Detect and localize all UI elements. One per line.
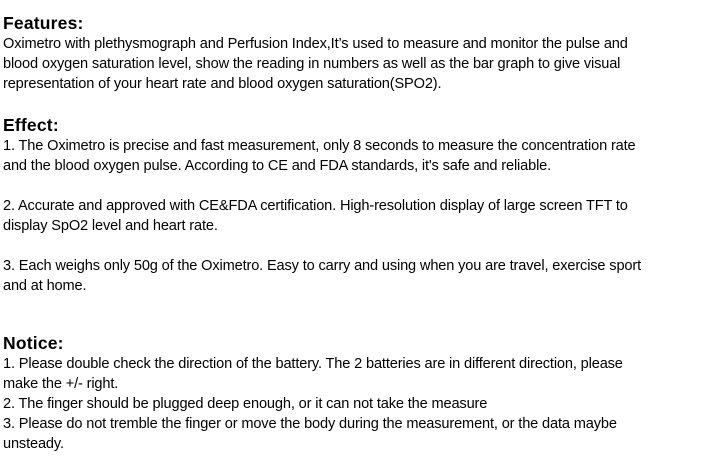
spacer [3,94,703,114]
spacer [3,296,703,332]
effect-item-1 [3,136,703,176]
features-line-1: Oximetro with plethysmograph and Perfusion Index,It’s used to measure and monitor the pulse and [3,36,628,52]
features-section [3,12,703,94]
effect-item-2-line-2: display SpO2 level and heart rate. [3,218,218,234]
effect-section [3,114,703,296]
features-paragraph [3,34,703,94]
spacer [3,176,703,196]
notice-line-5: unsteady. [3,436,64,452]
effect-item-1-line-1: 1. The Oximetro is precise and fast measurement, only 8 seconds to measure the concentration rate [3,138,636,154]
effect-heading: Effect: [3,115,59,135]
notice-line-4: 3. Please do not tremble the finger or move the body during the measurement, or the data maybe [3,416,617,432]
notice-line-3: 2. The finger should be plugged deep enough, or it can not take the measure [3,396,488,412]
notice-line-1: 1. Please double check the direction of the battery. The 2 batteries are in different direction, please [3,356,623,372]
notice-paragraph [3,354,703,454]
spacer [3,236,703,256]
features-heading: Features: [3,13,84,33]
effect-item-3 [3,256,703,296]
notice-line-2: make the +/- right. [3,376,119,392]
effect-item-2-line-1: 2. Accurate and approved with CE&FDA certification. High-resolution display of large screen TFT to [3,198,628,214]
features-line-2: blood oxygen saturation level, show the reading in numbers as well as the bar graph to give visual [3,56,621,72]
product-description [3,12,703,454]
effect-item-3-line-1: 3. Each weighs only 50g of the Oximetro. Easy to carry and using when you are travel, exercise sport [3,258,641,274]
effect-item-3-line-2: and at home. [3,278,87,294]
notice-section [3,332,703,454]
effect-item-1-line-2: and the blood oxygen pulse. According to CE and FDA standards, it's safe and reliable. [3,158,552,174]
features-line-3: representation of your heart rate and blood oxygen saturation(SPO2). [3,76,442,92]
effect-item-2 [3,196,703,236]
notice-heading: Notice: [3,333,64,353]
